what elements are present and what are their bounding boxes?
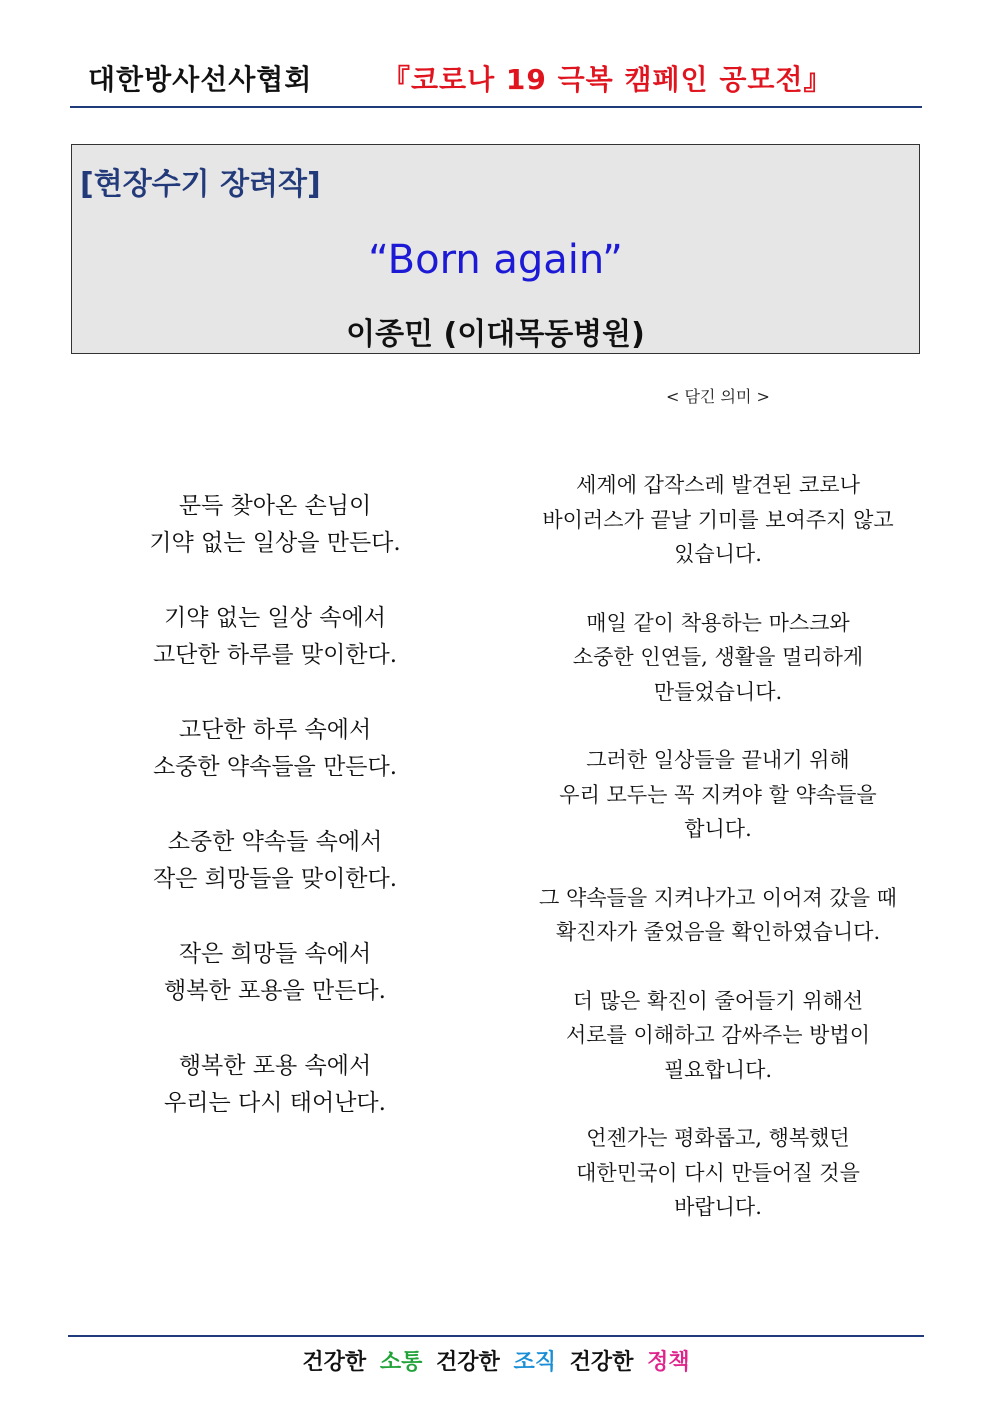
meaning-paragraph	[512, 468, 924, 572]
poem-line: 우리는 다시 태어난다.	[164, 1090, 386, 1116]
document-footer	[68, 1335, 924, 1375]
poem-stanza	[80, 600, 470, 674]
title-box	[71, 144, 920, 354]
meaning-line: 세계에 갑작스레 발견된 코로나	[576, 473, 860, 497]
footer-slogan	[68, 1345, 924, 1376]
meaning-paragraph	[512, 881, 924, 950]
meaning-line: 필요합니다.	[663, 1057, 773, 1082]
organization-name: 대한방사선사협회	[88, 63, 313, 96]
poem-line: 고단한 하루를 맞이한다.	[152, 642, 398, 668]
work-title: “Born again”	[368, 237, 623, 283]
meaning-line: 대한민국이 다시 만들어질 것을	[576, 1160, 860, 1185]
meaning-line: 바이러스가 끝날 기미를 보여주지 않고	[542, 507, 894, 532]
poem-line: 문득 찾아온 손님이	[178, 493, 372, 519]
meaning-line: 서로를 이해하고 감싸주는 방법이	[565, 1023, 871, 1047]
meaning-paragraph	[512, 984, 924, 1088]
poem-line: 고단한 하루 속에서	[178, 717, 372, 743]
poem-line: 행복한 포용을 만든다.	[164, 978, 386, 1004]
poem-line: 기약 없는 일상을 만든다.	[149, 530, 401, 556]
slogan-word: 정책	[647, 1350, 690, 1375]
poem-column	[80, 488, 470, 1160]
slogan-word: 조직	[513, 1350, 556, 1375]
campaign-title: 『코로나 19 극복 캠페인 공모전』	[382, 63, 833, 96]
meaning-line: 그러한 일상들을 끝내기 위해	[586, 748, 850, 772]
poem-line: 작은 희망들을 맞이한다.	[152, 866, 398, 892]
poem-stanza	[80, 488, 470, 562]
poem-stanza	[80, 936, 470, 1010]
meaning-line: 바랍니다.	[674, 1195, 762, 1219]
meaning-paragraph	[512, 606, 924, 710]
meaning-line: 확진자가 줄었음을 확인하였습니다.	[555, 920, 881, 944]
slogan-word: 건강한	[302, 1350, 367, 1375]
poem-line: 작은 희망들 속에서	[178, 941, 372, 967]
poem-line: 소중한 약속들 속에서	[167, 829, 383, 855]
meaning-line: 언젠가는 평화롭고, 행복했던	[586, 1126, 850, 1150]
award-category: [현장수기 장려작]	[80, 167, 321, 202]
meaning-line: 있습니다.	[674, 542, 762, 566]
meaning-label: < 담긴 의미 >	[666, 387, 770, 406]
poem-line: 기약 없는 일상 속에서	[164, 605, 386, 631]
meaning-column	[512, 468, 924, 1259]
poem-stanza	[80, 712, 470, 786]
meaning-line: 더 많은 확진이 줄어들기 위해선	[572, 988, 864, 1013]
slogan-word: 소통	[379, 1350, 423, 1375]
meaning-paragraph	[512, 1121, 924, 1225]
meaning-line: 합니다.	[684, 817, 752, 841]
document-header	[70, 56, 922, 108]
meaning-line: 매일 같이 착용하는 마스크와	[586, 610, 850, 635]
poem-stanza	[80, 1048, 470, 1122]
meaning-line: 그 약속들을 지켜나가고 이어져 갔을 때	[539, 885, 897, 910]
slogan-word: 건강한	[436, 1350, 500, 1375]
author-name: 이종민 (이대목동병원)	[346, 317, 645, 352]
meaning-line: 소중한 인연들, 생활을 멀리하게	[572, 645, 864, 669]
meaning-line: 우리 모두는 꼭 지켜야 할 약속들을	[559, 782, 877, 807]
poem-stanza	[80, 824, 470, 898]
poem-line: 행복한 포용 속에서	[178, 1053, 372, 1079]
poem-line: 소중한 약속들을 만든다.	[152, 754, 398, 780]
meaning-paragraph	[512, 743, 924, 847]
meaning-line: 만들었습니다.	[653, 679, 783, 704]
slogan-word: 건강한	[569, 1350, 634, 1375]
